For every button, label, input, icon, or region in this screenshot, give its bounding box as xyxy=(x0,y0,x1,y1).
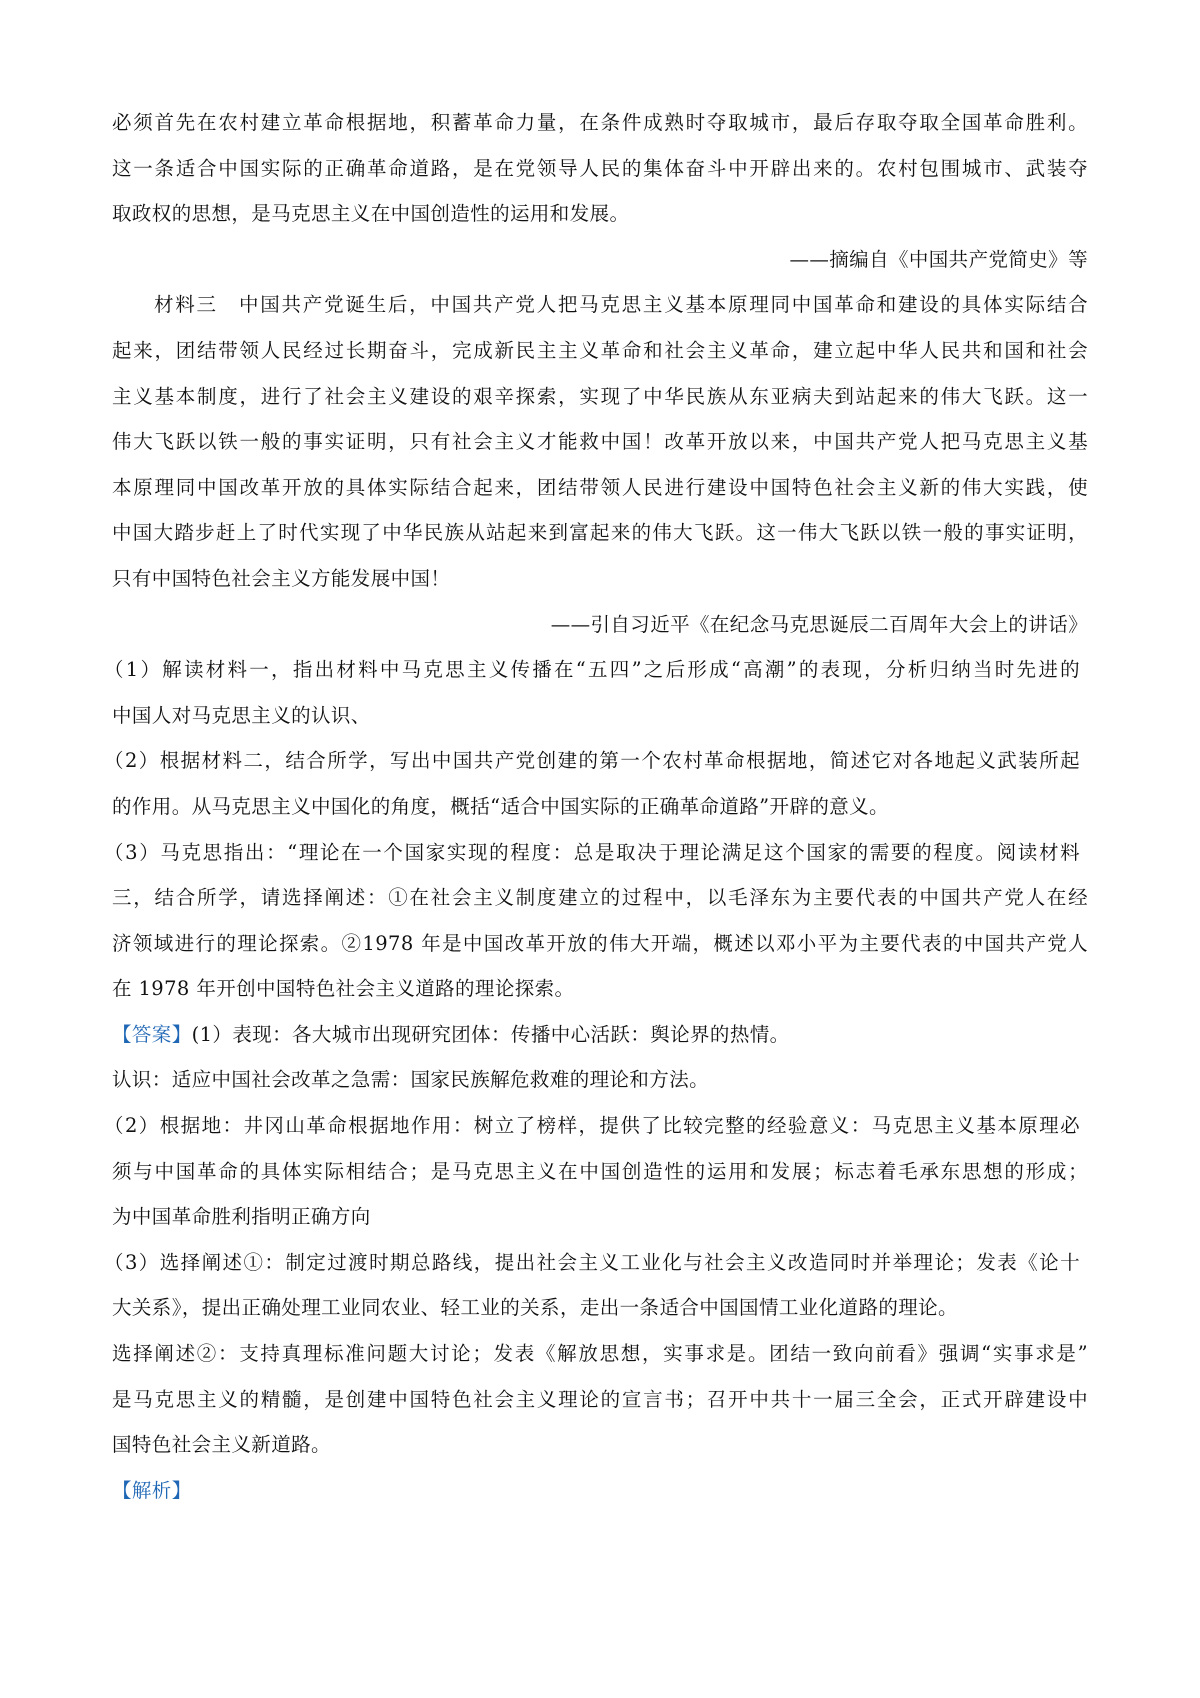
text-line: 认识：适应中国社会改革之急需：国家民族解危救难的理论和方法。 xyxy=(112,1068,710,1092)
text-line: 国特色社会主义新道路。 xyxy=(112,1433,331,1457)
text-line: （2）根据材料二，结合所学，写出中国共产党创建的第一个农村革命根据地，简述它对各地起义武装所起 xyxy=(104,749,1080,773)
text-line: 须与中国革命的具体实际相结合；是马克思主义在中国创造性的运用和发展；标志着毛承东思想的形成； xyxy=(112,1159,1088,1183)
text-line: 这一条适合中国实际的正确革命道路，是在党领导人民的集体奋斗中开辟出来的。农村包围城市、武装夺 xyxy=(112,156,1088,180)
text-line: 济领域进行的理论探索。②1978 年是中国改革开放的伟大开端，概述以邓小平为主要代表的中国共产党人 xyxy=(112,931,1088,955)
text-line: 是马克思主义的精髓，是创建中国特色社会主义理论的宣言书；召开中共十一届三全会，正式开辟建设中 xyxy=(112,1387,1088,1411)
material-three-text xyxy=(112,282,1088,601)
question-1 xyxy=(104,647,1088,738)
text-line: 中国大踏步赶上了时代实现了中华民族从站起来到富起来的伟大飞跃。这一伟大飞跃以铁一般的事实证明， xyxy=(112,521,1088,545)
analysis-label: 【解析】 xyxy=(112,1478,192,1502)
text-line: 本原理同中国改革开放的具体实际结合起来，团结带领人民进行建设中国特色社会主义新的伟大实践，使 xyxy=(112,475,1088,499)
material-two-source: ——摘编自《中国共产党简史》等 xyxy=(789,247,1088,271)
answer-section xyxy=(104,1012,1088,1468)
text-line: （1）解读材料一，指出材料中马克思主义传播在“五四”之后形成“高潮”的表现，分析归纳当时先进的 xyxy=(104,658,1080,682)
text-line: 只有中国特色社会主义方能发展中国！ xyxy=(112,566,451,590)
text-line: 中国人对马克思主义的认识、 xyxy=(112,703,371,727)
text-line: 三，结合所学，请选择阐述：①在社会主义制度建立的过程中，以毛泽东为主要代表的中国共产党人在经 xyxy=(112,886,1088,910)
text-line: 伟大飞跃以铁一般的事实证明，只有社会主义才能救中国！改革开放以来，中国共产党人把马克思主义基 xyxy=(112,430,1088,454)
text-line: 的作用。从马克思主义中国化的角度，概括“适合中国实际的正确革命道路”开辟的意义。 xyxy=(112,794,889,818)
question-3 xyxy=(104,830,1088,1012)
text-line: 选择阐述②：支持真理标准问题大讨论；发表《解放思想，实事求是。团结一致向前看》强调“实事求是” xyxy=(112,1342,1088,1366)
analysis-section xyxy=(112,1468,1088,1514)
text-line: 取政权的思想，是马克思主义在中国创造性的运用和发展。 xyxy=(112,202,630,226)
text-line: 大关系》，提出正确处理工业同农业、轻工业的关系，走出一条适合中国国情工业化道路的理论。 xyxy=(112,1296,958,1320)
material-two-text xyxy=(112,100,1088,237)
text-line: （3）马克思指出：“理论在一个国家实现的程度：总是取决于理论满足这个国家的需要的程度。阅读材料 xyxy=(104,840,1080,864)
question-2 xyxy=(104,738,1088,829)
text-line: 起来，团结带领人民经过长期奋斗，完成新民主主义革命和社会主义革命，建立起中华人民共和国和社会 xyxy=(112,338,1088,362)
text-line: 主义基本制度，进行了社会主义建设的艰辛探索，实现了中华民族从东亚病夫到站起来的伟大飞跃。这一 xyxy=(112,384,1088,408)
answer-label: 【答案】 xyxy=(112,1022,192,1046)
answer-text: (1）表现：各大城市出现研究团体：传播中心活跃：舆论界的热情。 xyxy=(191,1022,790,1046)
text-line: 为中国革命胜利指明正确方向 xyxy=(112,1205,371,1229)
document-page xyxy=(104,100,1088,1513)
text-line: 材料三 中国共产党诞生后，中国共产党人把马克思主义基本原理同中国革命和建设的具体实际结合 xyxy=(154,293,1088,317)
text-line: 在 1978 年开创中国特色社会主义道路的理论探索。 xyxy=(112,977,575,1001)
answer-line-1 xyxy=(112,1012,1088,1058)
material-three-source: ——引自习近平《在纪念马克思诞辰二百周年大会上的讲话》 xyxy=(550,612,1088,636)
text-line: （3）选择阐述①：制定过渡时期总路线，提出社会主义工业化与社会主义改造同时并举理论；发表《论十 xyxy=(104,1250,1080,1274)
text-line: （2）根据地：井冈山革命根据地作用：树立了榜样，提供了比较完整的经验意义：马克思主义基本原理必 xyxy=(104,1114,1080,1138)
text-line: 必须首先在农村建立革命根据地，积蓄革命力量，在条件成熟时夺取城市，最后存取夺取全国革命胜利。 xyxy=(112,111,1088,134)
